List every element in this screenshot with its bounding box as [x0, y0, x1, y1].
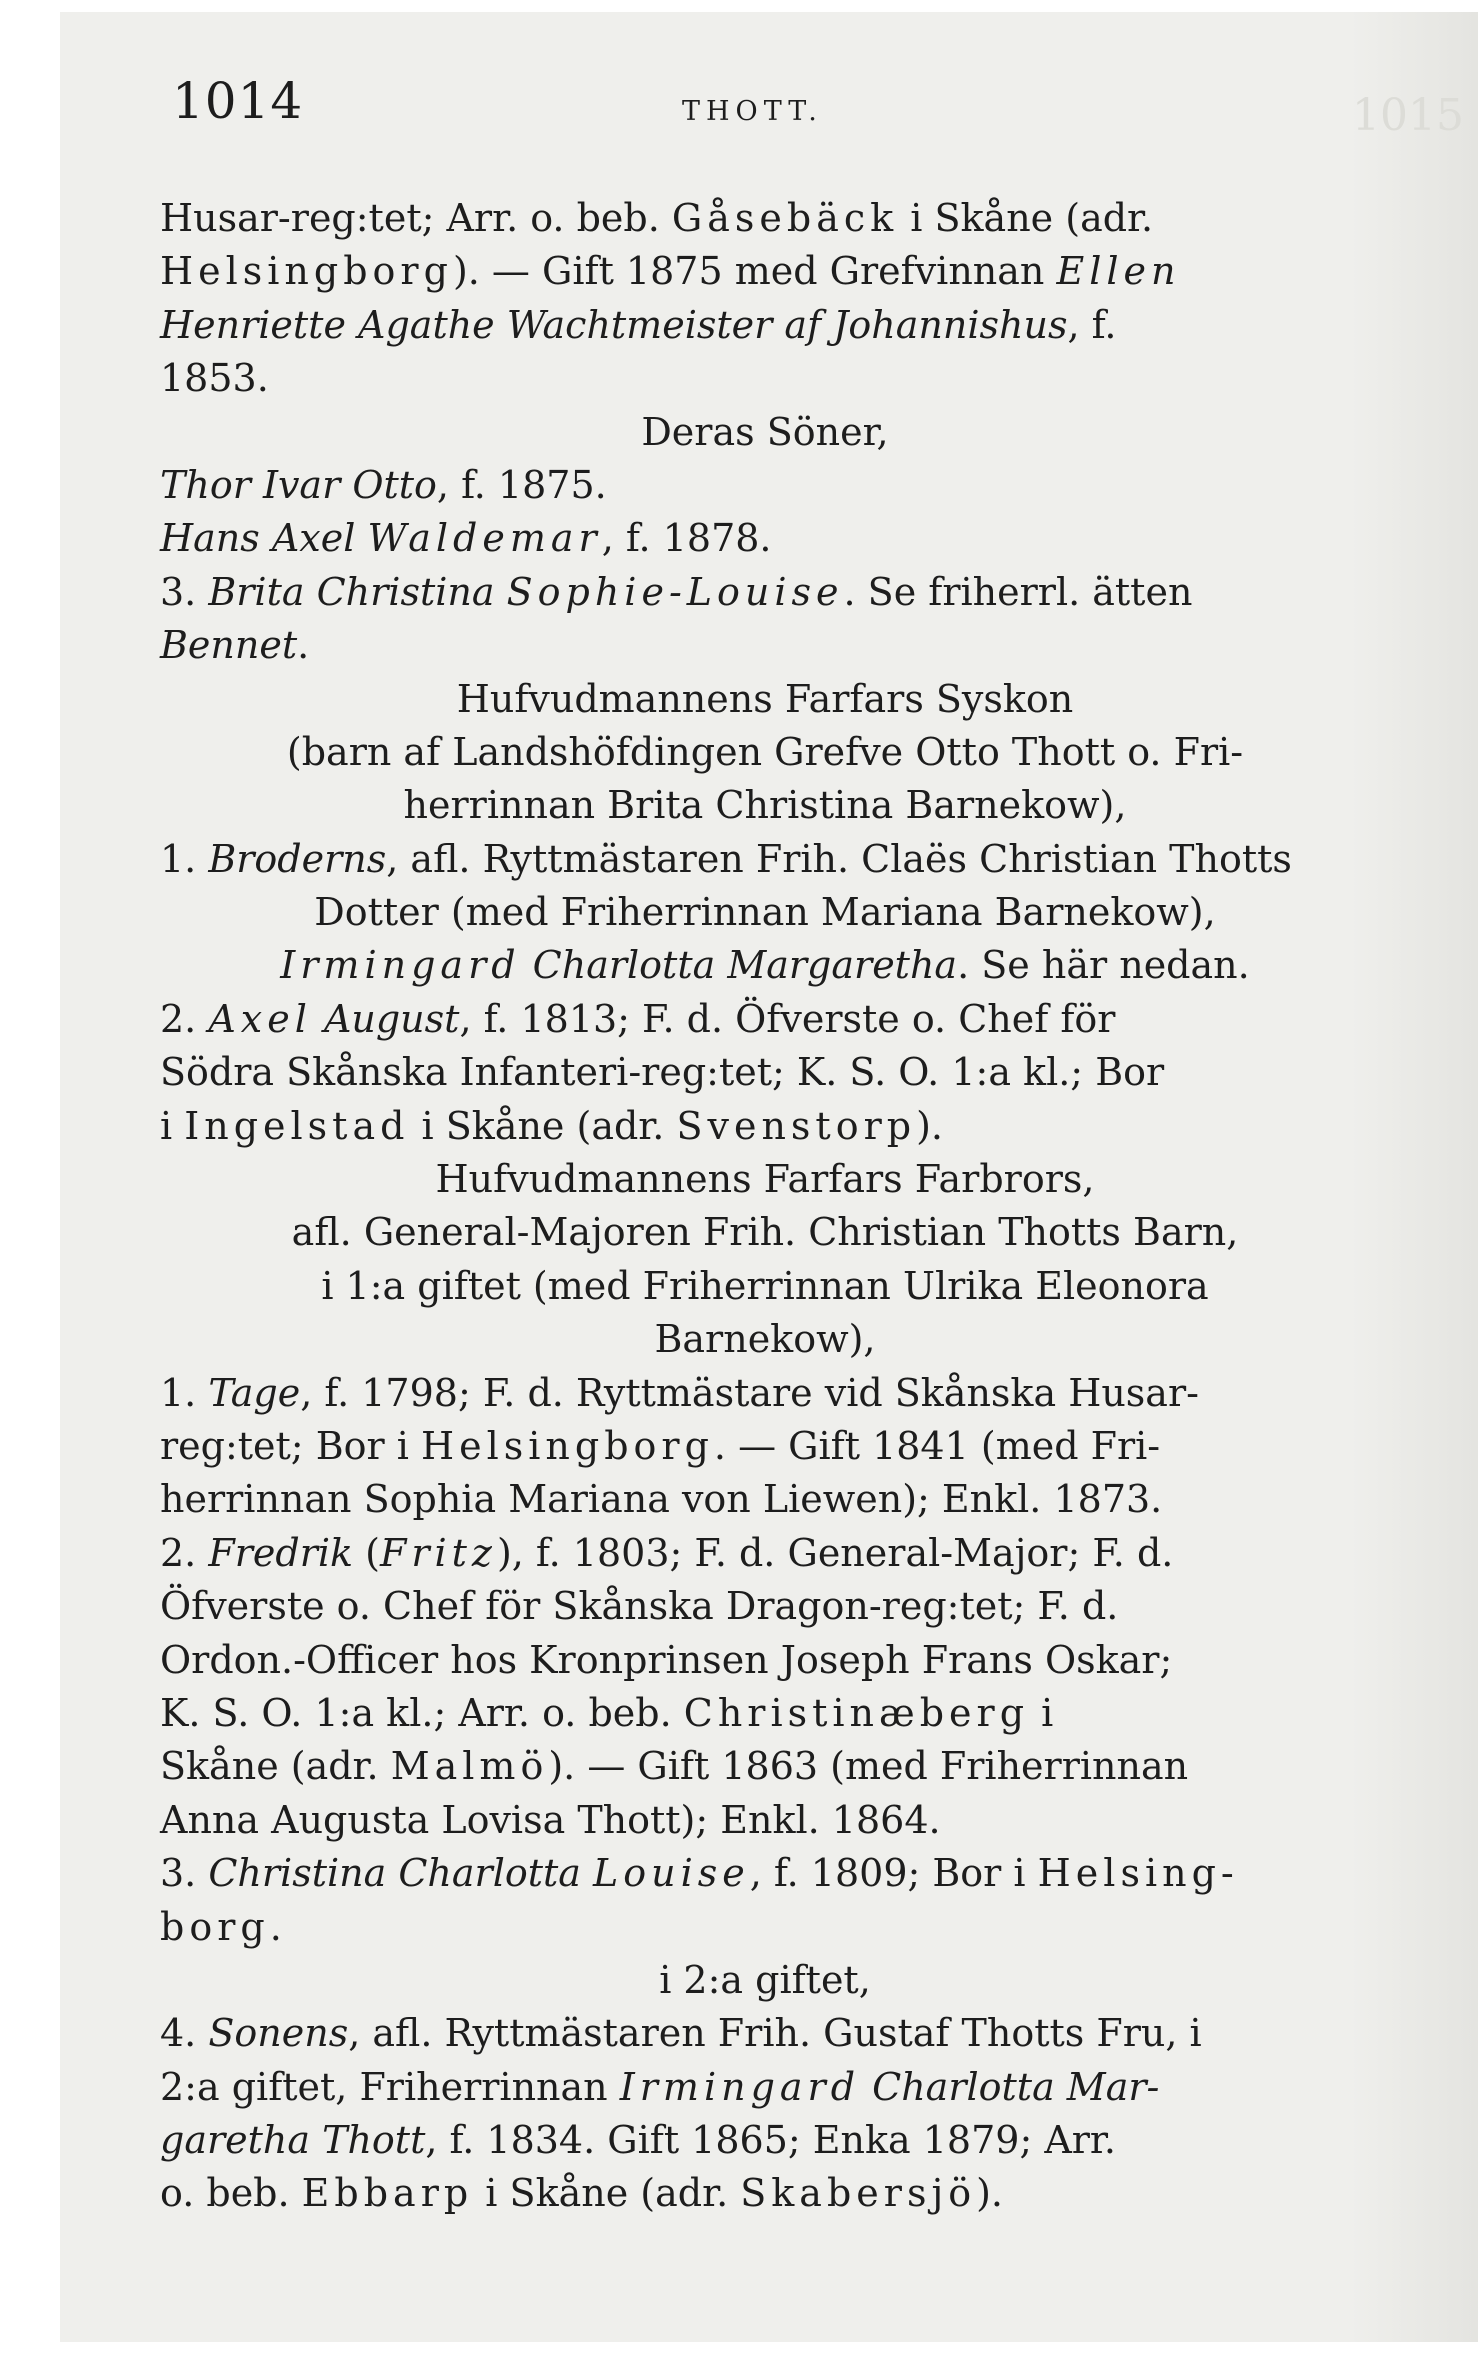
text-line: 2. Fredrik (Fritz), f. 1803; F. d. General-Major; F. d. [160, 1530, 1174, 1575]
text-line: 2:a giftet, Friherrinnan Irmingard Charlotta Mar- [160, 2064, 1160, 2109]
text-line: Helsingborg). — Gift 1875 med Grefvinnan Ellen [160, 249, 1181, 294]
section-heading: Deras Söner, [641, 409, 889, 454]
text-line: (barn af Landshöfdingen Grefve Otto Thott o. Fri- [286, 729, 1244, 774]
text-line: o. beb. Ebbarp i Skåne (adr. Skabersjö). [160, 2171, 1004, 2216]
page-number: 1014 [172, 72, 304, 130]
text-line: Husar-reg:tet; Arr. o. beb. Gåsebäck i Skåne (adr. [160, 196, 1154, 240]
text-line: garetha Thott, f. 1834. Gift 1865; Enka 1879; Arr. [160, 2118, 1117, 2163]
text-line: Öfverste o. Chef för Skånska Dragon-reg:tet; F. d. [160, 1584, 1119, 1629]
text-line: herrinnan Brita Christina Barnekow), [403, 783, 1127, 828]
text-line: Hans Axel Waldemar, f. 1878. [160, 516, 772, 561]
text-line: Thor Ivar Otto, f. 1875. [160, 462, 607, 507]
text-line: Skåne (adr. Malmö). — Gift 1863 (med Friherrinnan [160, 1744, 1189, 1789]
text-line: herrinnan Sophia Mariana von Liewen); Enkl. 1873. [160, 1477, 1163, 1522]
text-line: 2. Axel August, f. 1813; F. d. Öfverste o. Chef för [160, 996, 1116, 1041]
running-title: THOTT. [682, 96, 823, 127]
text-line: 4. Sonens, afl. Ryttmästaren Frih. Gustaf Thotts Fru, i [160, 2011, 1202, 2056]
text-line: afl. General-Majoren Frih. Christian Thotts Barn, [291, 1210, 1239, 1255]
genealogy-text [160, 192, 1370, 2221]
text-line: Bennet. [160, 623, 310, 668]
text-line: K. S. O. 1:a kl.; Arr. o. beb. Christinæberg i [160, 1690, 1054, 1735]
text-line: borg. [160, 1904, 282, 1949]
text-line: i 1:a giftet (med Friherrinnan Ulrika Eleonora [321, 1263, 1209, 1308]
text-line: reg:tet; Bor i Helsingborg. — Gift 1841 (med Fri- [160, 1423, 1161, 1468]
text-line: Barnekow), [654, 1317, 876, 1362]
text-line: Ordon.-Officer hos Kronprinsen Joseph Frans Oskar; [160, 1637, 1173, 1682]
section-heading: Hufvudmannens Farfars Syskon [456, 676, 1074, 721]
text-line: Södra Skånska Infanteri-reg:tet; K. S. O. 1:a kl.; Bor [160, 1050, 1165, 1095]
text-line: Anna Augusta Lovisa Thott); Enkl. 1864. [160, 1797, 941, 1842]
section-heading: i 2:a giftet, [659, 1957, 871, 2002]
facing-page-number: 1015 [1352, 90, 1464, 141]
text-line: 1. Broderns, afl. Ryttmästaren Frih. Claës Christian Thotts [160, 836, 1292, 881]
text-line: 3. Christina Charlotta Louise, f. 1809; Bor i Helsing- [160, 1851, 1239, 1896]
text-line: 3. Brita Christina Sophie-Louise. Se friherrl. ätten [160, 569, 1193, 614]
text-line: Dotter (med Friherrinnan Mariana Barnekow), [314, 890, 1216, 935]
text-line: i Ingelstad i Skåne (adr. Svenstorp). [160, 1103, 943, 1148]
page-header [172, 72, 1464, 142]
text-line: Irmingard Charlotta Margaretha. Se här nedan. [280, 943, 1250, 988]
section-heading: Hufvudmannens Farfars Farbrors, [435, 1157, 1095, 1202]
text-line: 1. Tage, f. 1798; F. d. Ryttmästare vid Skånska Husar- [160, 1370, 1199, 1415]
text-line: 1853. [160, 356, 269, 401]
text-line: Henriette Agathe Wachtmeister af Johannishus, f. [160, 302, 1117, 347]
